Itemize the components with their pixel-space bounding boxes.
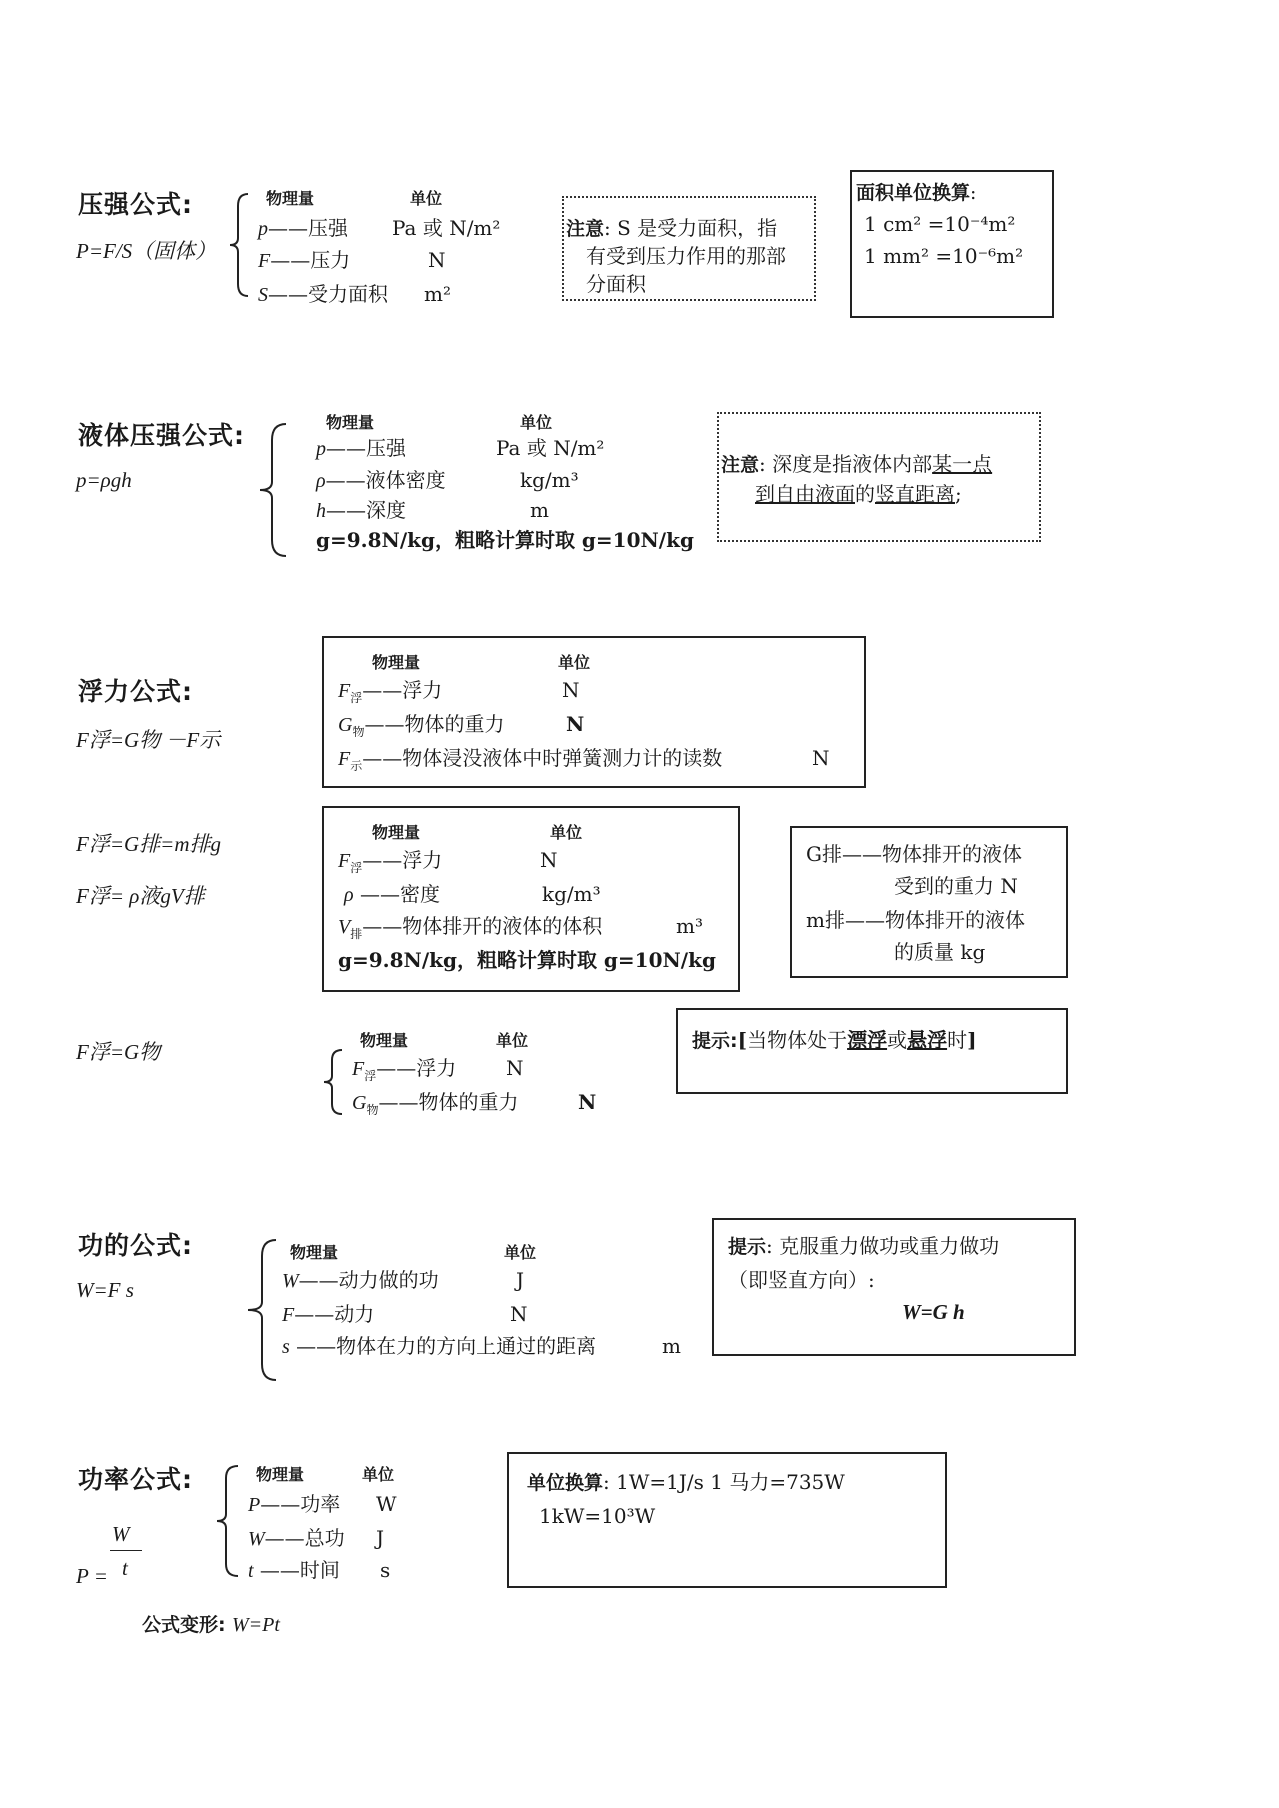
power-header-unit: 单位	[362, 1465, 395, 1484]
buoyancy-block3-row-f-unit: N	[506, 1056, 524, 1080]
buoyancy-box1-row-f-unit: N	[562, 678, 580, 702]
power-header-quantity: 物理量	[256, 1465, 305, 1484]
buoyancy-formula-1: F浮=G物 －F示	[76, 728, 221, 752]
buoyancy-block3-header-unit: 单位	[496, 1031, 529, 1050]
pressure-row-f-unit: N	[428, 248, 446, 272]
liquid-row-p: p——压强	[316, 436, 406, 460]
power-formula-lhs: P =	[76, 1564, 108, 1588]
area-conversion-line2: 1 mm² =10⁻⁶m²	[864, 244, 1024, 268]
liquid-g-line: g=9.8N/kg，粗略计算时取 g=10N/kg	[316, 528, 694, 552]
pressure-note-box	[562, 196, 816, 301]
area-conversion-line1: 1 cm² =10⁻⁴m²	[864, 212, 1016, 236]
liquid-note-line2: 到自由液面的竖直距离;	[755, 482, 962, 506]
work-row-s-unit: m	[662, 1334, 681, 1358]
power-formula-fraction-bar	[110, 1550, 142, 1551]
pressure-header-quantity: 物理量	[266, 189, 315, 208]
work-header-quantity: 物理量	[290, 1243, 339, 1262]
work-row-w-unit: J	[516, 1268, 525, 1292]
work-brace	[244, 1236, 280, 1384]
work-header-unit: 单位	[504, 1243, 537, 1262]
power-brace	[214, 1462, 242, 1580]
pressure-row-p: p——压强	[258, 216, 348, 240]
power-unit-line2: 1kW=10³W	[539, 1504, 656, 1528]
work-tip-box	[712, 1218, 1076, 1356]
buoyancy-box3-line3: m排——物体排开的液体	[806, 908, 1025, 932]
buoyancy-box1-header-unit: 单位	[558, 653, 591, 672]
power-row-w-unit: J	[376, 1526, 385, 1550]
power-row-w: W——总功	[248, 1526, 345, 1550]
power-variant: 公式变形: W=Pt	[142, 1614, 280, 1636]
buoyancy-tip-box	[676, 1008, 1068, 1094]
buoyancy-box2-row-v: $V_排——$物体排开的液体的体积	[338, 914, 603, 941]
buoyancy-box2-header-quantity: 物理量	[372, 823, 421, 842]
pressure-note-line1: 注意: S 是受力面积，指	[566, 216, 778, 240]
power-unit-line1: 单位换算: 1W=1J/s 1 马力=735W	[527, 1470, 845, 1494]
work-row-f: F——动力	[282, 1302, 375, 1326]
power-title: 功率公式:	[78, 1465, 193, 1494]
buoyancy-box1-row-fshow-unit: N	[812, 746, 830, 770]
buoyancy-formula-2b: F浮= ρ液gV排	[76, 884, 205, 908]
liquid-row-p-unit: Pa 或 N/m²	[496, 436, 605, 460]
liquid-row-rho-unit: kg/m³	[520, 468, 579, 492]
buoyancy-box1-header-quantity: 物理量	[372, 653, 421, 672]
buoyancy-title: 浮力公式:	[78, 677, 193, 706]
buoyancy-box2-g-line: g=9.8N/kg，粗略计算时取 g=10N/kg	[338, 948, 716, 972]
buoyancy-box1-row-g: $G_物——$物体的重力	[338, 712, 505, 739]
buoyancy-tip-text: 提示:[当物体处于漂浮或悬浮时]	[692, 1028, 977, 1052]
liquid-brace	[256, 420, 290, 560]
power-formula-denominator: t	[122, 1556, 128, 1580]
liquid-formula: p=ρgh	[76, 468, 132, 492]
power-formula-numerator: W	[112, 1522, 130, 1546]
work-formula: W=F s	[76, 1278, 134, 1302]
buoyancy-brace	[322, 1046, 346, 1118]
buoyancy-block3-header-quantity: 物理量	[360, 1031, 409, 1050]
buoyancy-box-1	[322, 636, 866, 788]
pressure-brace	[228, 190, 252, 300]
pressure-header-unit: 单位	[410, 189, 443, 208]
work-title: 功的公式:	[78, 1231, 193, 1260]
pressure-row-f: F——压力	[258, 248, 351, 272]
power-row-t-unit: s	[380, 1558, 391, 1582]
liquid-header-quantity: 物理量	[326, 413, 375, 432]
buoyancy-box1-row-fshow: $F_示——$物体浸没液体中时弹簧测力计的读数	[338, 746, 723, 773]
buoyancy-box2-row-f-unit: N	[540, 848, 558, 872]
liquid-row-h-unit: m	[530, 498, 549, 522]
liquid-row-rho: ρ——液体密度	[316, 468, 446, 492]
buoyancy-box3-line2: 受到的重力 N	[894, 874, 1018, 898]
work-tip-formula: W=G h	[902, 1300, 965, 1324]
work-row-f-unit: N	[510, 1302, 528, 1326]
liquid-title: 液体压强公式:	[78, 421, 245, 450]
pressure-row-s-unit: m²	[424, 282, 451, 306]
liquid-header-unit: 单位	[520, 413, 553, 432]
area-conversion-title: 面积单位换算:	[856, 182, 977, 204]
liquid-note-line1: 注意: 深度是指液体内部某一点	[721, 452, 993, 476]
buoyancy-box2-row-rho-unit: kg/m³	[542, 882, 601, 906]
liquid-note-box	[717, 412, 1041, 542]
area-conversion-box	[850, 170, 1054, 318]
buoyancy-formula-2a: F浮=G排=m排g	[76, 832, 222, 856]
buoyancy-box3-line1: G排——物体排开的液体	[806, 842, 1022, 866]
buoyancy-box-3	[790, 826, 1068, 978]
pressure-row-s: S——受力面积	[258, 282, 388, 306]
buoyancy-box2-row-rho: ρ ——密度	[344, 882, 440, 906]
buoyancy-block3-row-f: $F_浮——$浮力	[352, 1056, 457, 1083]
buoyancy-box2-row-v-unit: m³	[676, 914, 703, 938]
buoyancy-box1-row-g-unit: N	[566, 712, 585, 736]
work-row-s: s ——物体在力的方向上通过的距离	[282, 1334, 597, 1358]
buoyancy-formula-3: F浮=G物	[76, 1040, 161, 1064]
buoyancy-box2-row-f: $F_浮——$浮力	[338, 848, 443, 875]
liquid-row-h: h——深度	[316, 498, 406, 522]
pressure-row-p-unit: Pa 或 N/m²	[392, 216, 501, 240]
work-tip-line1: 提示: 克服重力做功或重力做功	[728, 1234, 1000, 1258]
power-unit-box	[507, 1452, 947, 1588]
power-row-p: P——功率	[248, 1492, 341, 1516]
buoyancy-box-2	[322, 806, 740, 992]
buoyancy-box3-line4: 的质量 kg	[894, 940, 986, 964]
pressure-title: 压强公式:	[78, 190, 193, 219]
pressure-note-line3: 分面积	[586, 272, 646, 296]
work-tip-line2: （即竖直方向）:	[728, 1268, 875, 1292]
power-row-t: t ——时间	[248, 1558, 340, 1582]
pressure-note-line2: 有受到压力作用的那部	[586, 244, 786, 268]
buoyancy-box1-row-f: $F_浮——$浮力	[338, 678, 443, 705]
work-row-w: W——动力做的功	[282, 1268, 439, 1292]
buoyancy-block3-row-g: $G_物——$物体的重力	[352, 1090, 519, 1117]
buoyancy-box2-header-unit: 单位	[550, 823, 583, 842]
power-row-p-unit: W	[376, 1492, 397, 1516]
buoyancy-block3-row-g-unit: N	[578, 1090, 597, 1114]
pressure-formula: P=F/S（固体）	[76, 239, 217, 263]
